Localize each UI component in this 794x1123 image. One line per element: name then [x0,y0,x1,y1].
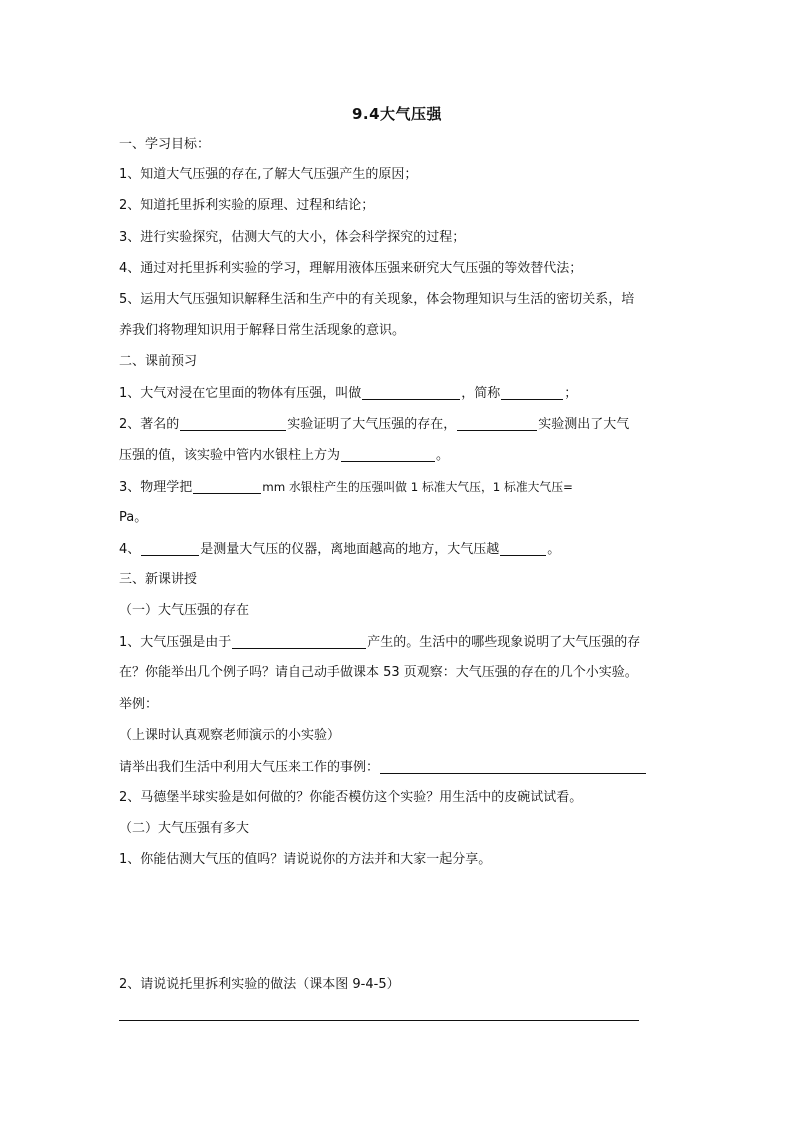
lesson-question-2: 2、马德堡半球实验是如何做的？你能否模仿这个实验？用生活中的皮碗试试看。 [119,790,583,805]
lesson-question-3: 1、你能估测大气压的值吗？请说说你的方法并和大家一起分享。 [119,852,492,867]
question-text: 2、著名的 [119,417,180,432]
question-text: 产生的。生活中的哪些现象说明了大气压强的存 [367,635,641,650]
question-text: 1、大气压强是由于 [119,635,232,650]
preview-question-3-cont: Pa。 [119,510,148,525]
answer-blank[interactable] [457,416,537,431]
preview-question-1 [119,385,577,402]
life-example-prompt [119,759,647,776]
subsection-heading: （二）大气压强有多大 [119,821,250,836]
preview-question-2 [119,416,629,433]
section-heading-goals: 一、学习目标： [119,137,211,152]
question-text: 是测量大气压的仪器，离地面越高的地方，大气压越 [200,542,500,557]
goal-item: 养我们将物理知识用于解释日常生活现象的意识。 [119,323,406,338]
answer-blank[interactable] [500,541,546,556]
goal-item: 2、知道托里拆利实验的原理、过程和结论； [119,198,375,213]
goal-item: 1、知道大气压强的存在,了解大气压强产生的原因； [119,167,418,182]
question-text: ，简称 [461,386,501,401]
question-text: 实验证明了大气压强的存在， [287,417,457,432]
answer-blank[interactable] [341,447,435,462]
question-text: ； [564,386,578,401]
preview-question-4 [119,541,560,558]
lesson-question-1-cont: 在？你能举出几个例子吗？请自己动手做课本 53 页观察：大气压强的存在的几个小实验。 [119,665,638,680]
answer-blank[interactable] [180,416,286,431]
answer-blank[interactable] [232,634,366,649]
answer-blank[interactable] [380,759,646,774]
document-title: 9.4大气压强 [351,105,443,123]
answer-blank[interactable] [362,385,460,400]
question-text: 1、大气对浸在它里面的物体有压强，叫做 [119,386,362,401]
question-text: 请举出我们生活中利用大气压来工作的事例： [119,760,380,775]
demo-note: （上课时认真观察老师演示的小实验） [119,728,341,743]
answer-blank[interactable] [501,385,563,400]
answer-blank[interactable] [141,541,199,556]
section-heading-preview: 二、课前预习 [119,354,198,369]
question-text: 3、物理学把 [119,480,193,495]
question-text: 4、 [119,542,141,557]
question-text: mm 水银柱产生的压强叫做 1 标准大气压，1 标准大气压= [262,480,573,494]
goal-item: 4、通过对托里拆利实验的学习，理解用液体压强来研究大气压强的等效替代法； [119,261,583,276]
preview-question-3 [119,479,573,496]
question-text: 。 [436,448,450,463]
answer-line[interactable] [119,1020,639,1021]
goal-item: 3、进行实验探究，估测大气的大小，体会科学探究的过程； [119,230,466,245]
lesson-question-1 [119,634,640,651]
preview-question-2-cont [119,447,449,464]
question-text: 。 [547,542,561,557]
question-text: 压强的值，该实验中管内水银柱上方为 [119,448,341,463]
answer-blank[interactable] [193,479,261,494]
lesson-question-4: 2、请说说托里拆利实验的做法（课本图 9-4-5） [119,977,400,992]
section-heading-lesson: 三、新课讲授 [119,572,198,587]
subsection-heading: （一）大气压强的存在 [119,603,250,618]
example-label: 举例： [119,697,159,712]
goal-item: 5、运用大气压强知识解释生活和生产中的有关现象，体会物理知识与生活的密切关系，培 [119,292,635,307]
question-text: 实验测出了大气 [538,417,630,432]
